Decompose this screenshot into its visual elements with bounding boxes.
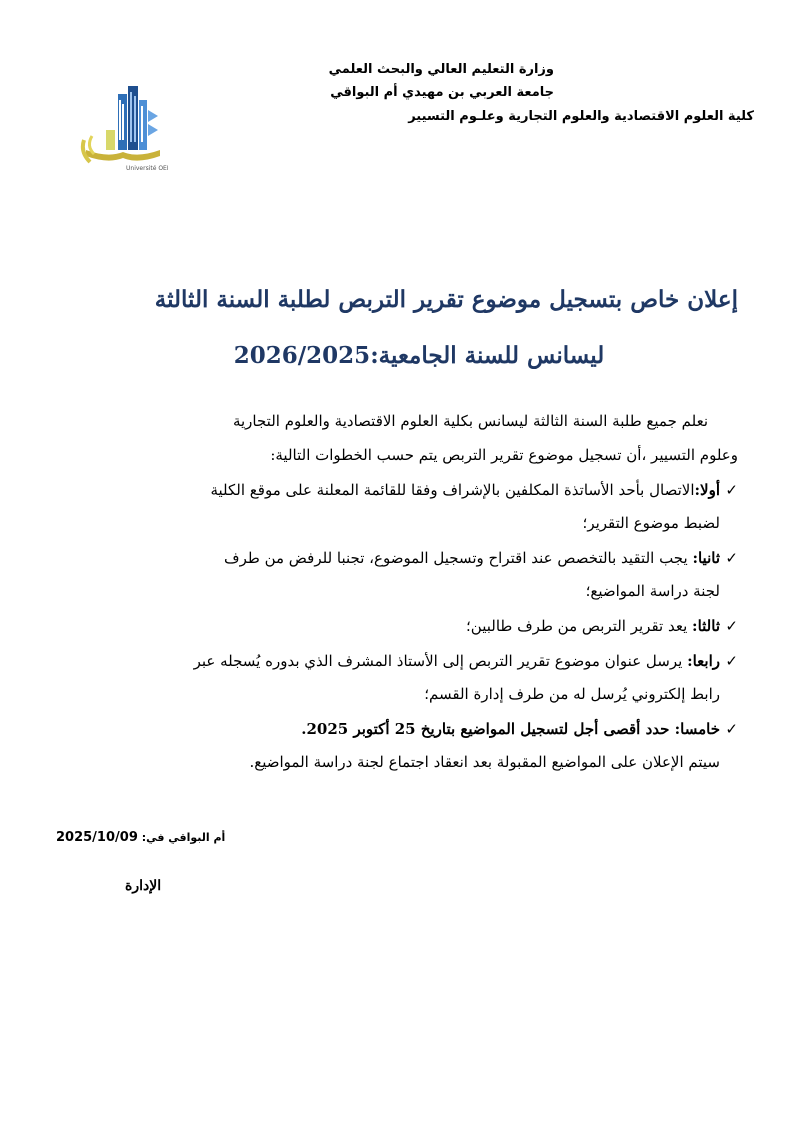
step-item-1 [56, 474, 738, 540]
checkmark-icon: ✓ [725, 481, 738, 499]
title-line-2: ليسانس للسنة الجامعية:2026/2025 [233, 342, 605, 369]
title-line-1: إعلان خاص بتسجيل موضوع تقرير التربص لطلبة السنة الثالثة [154, 286, 738, 313]
university-name: جامعة العربي بن مهيدي أم البواقي [330, 85, 554, 100]
step-continuation: لضبط موضوع التقرير؛ [582, 514, 720, 532]
step-text: يعد تقرير التربص من طرف طالبين؛ [466, 617, 693, 635]
date-line [56, 830, 225, 845]
checkmark-icon: ✓ [725, 617, 738, 635]
date-value: 2025/10/09 [56, 830, 138, 845]
intro-paragraph [56, 404, 738, 472]
announcement-body [56, 404, 738, 778]
step-label: أولا: [694, 481, 720, 499]
intro-line-1: نعلم جميع طلبة السنة الثالثة ليسانس بكلية العلوم الاقتصادية والعلوم التجارية [232, 412, 708, 430]
step-item-5 [56, 713, 738, 746]
date-label: أم البواقي في: [137, 831, 226, 844]
step-label: خامسا: [674, 720, 720, 738]
signature: الإدارة [125, 878, 162, 894]
step-text: حدد أقصى أجل لتسجيل المواضيع بتاريخ 25 أكتوبر 2025. [301, 720, 675, 738]
step-text: الاتصال بأحد الأساتذة المكلفين بالإشراف وفقا للقائمة المعلنة على موقع الكلية [210, 481, 695, 499]
step-text: يجب التقيد بالتخصص عند اقتراح وتسجيل الموضوع، تجنبا للرفض من طرف [224, 549, 693, 567]
step-text: يرسل عنوان موضوع تقرير التربص إلى الأستاذ المشرف الذي بدوره يُسجله عبر [193, 652, 688, 670]
university-logo [78, 80, 168, 175]
closing-note: سيتم الإعلان على المواضيع المقبولة بعد انعقاد اجتماع لجنة دراسة المواضيع. [249, 753, 720, 771]
intro-line-2: وعلوم التسيير ،أن تسجيل موضوع تقرير التربص يتم حسب الخطوات التالية: [270, 446, 738, 464]
checkmark-icon: ✓ [725, 720, 738, 738]
step-label: رابعا: [687, 652, 720, 670]
checkmark-icon: ✓ [725, 652, 738, 670]
announcement-title [40, 272, 738, 384]
step-label: ثانيا: [692, 549, 720, 567]
step-item-2 [56, 542, 738, 608]
step-item-4 [56, 645, 738, 711]
faculty-name: كلية العلوم الاقتصادية والعلوم التجارية وعلـوم التسيير [408, 109, 754, 124]
logo-caption: Université OEB [126, 165, 168, 172]
step-continuation: لجنة دراسة المواضيع؛ [585, 582, 720, 600]
step-item-3 [56, 610, 738, 643]
ministry-name: وزارة التعليم العالي والبحث العلمي [328, 62, 554, 77]
step-label: ثالثا: [692, 617, 720, 635]
checkmark-icon: ✓ [725, 549, 738, 567]
step-continuation: رابط إلكتروني يُرسل له من طرف إدارة القسم؛ [424, 685, 720, 703]
letterhead [134, 58, 754, 129]
